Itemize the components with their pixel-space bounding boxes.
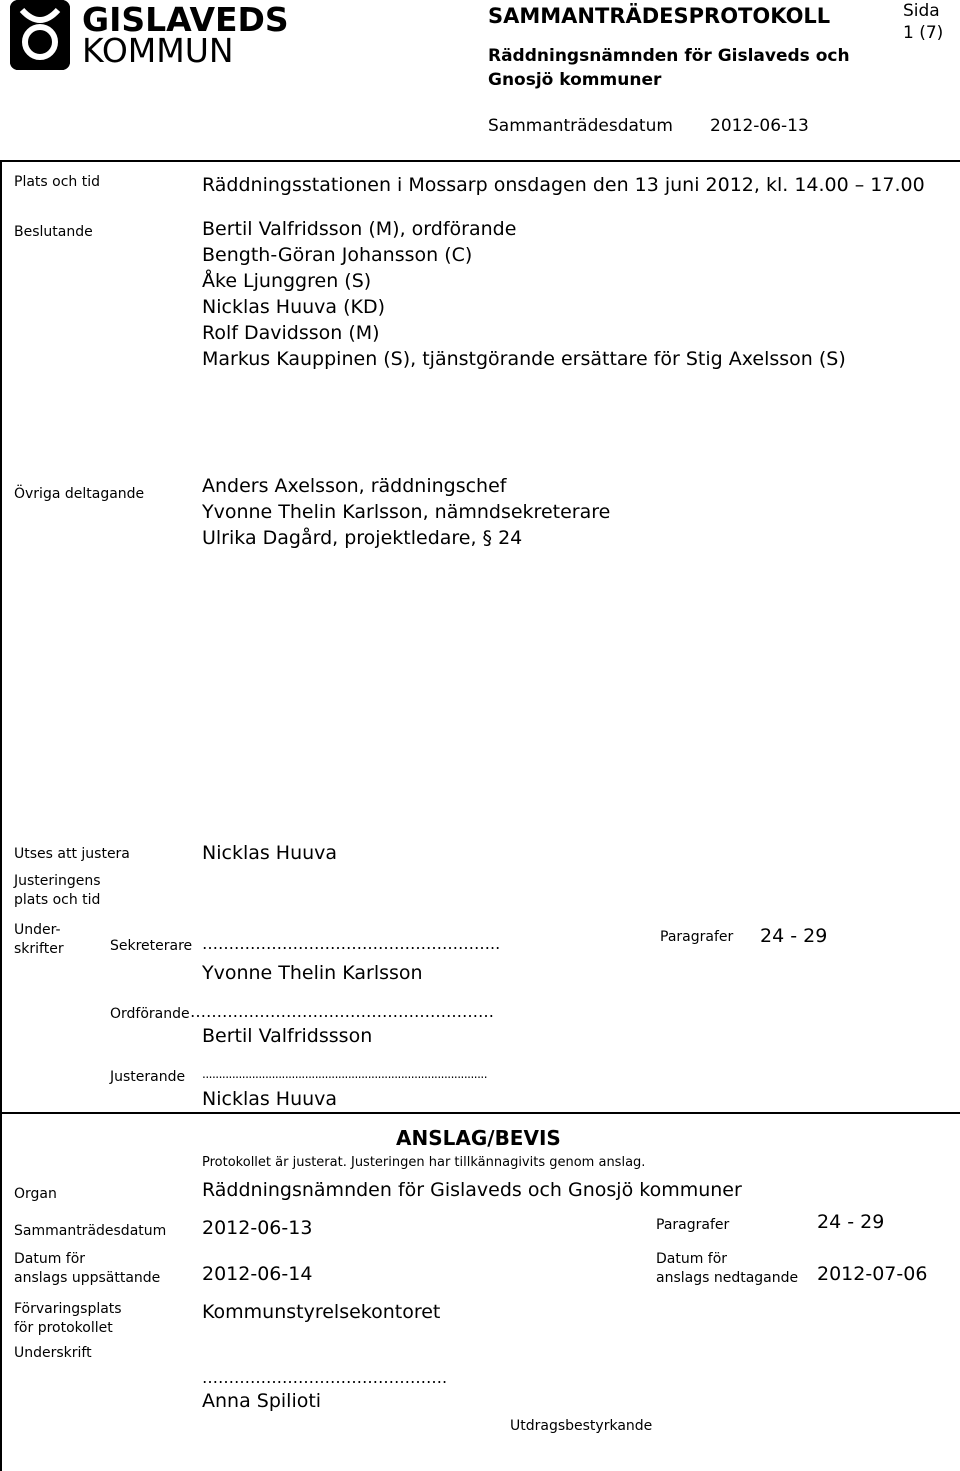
removed-label-2: anslags nedtagande <box>656 1270 799 1286</box>
notice-date-label: Sammanträdesdatum <box>14 1223 167 1239</box>
adjuster-signature-line: ...................................................................................... <box>202 1067 488 1081</box>
secretary-name: Yvonne Thelin Karlsson <box>202 962 423 984</box>
signatures-label-2: skrifter <box>14 941 64 957</box>
logo-text-bottom: KOMMUN <box>82 31 234 70</box>
storage-label-1: Förvaringsplats <box>14 1301 122 1317</box>
list-item: Ulrika Dagård, projektledare, § 24 <box>202 527 523 549</box>
others-list <box>202 473 610 551</box>
list-item: Bertil Valfridsson (M), ordförande <box>202 218 517 240</box>
notice-statement: Protokollet är justerat. Justeringen har tillkännagivits genom anslag. <box>202 1155 646 1170</box>
notice-divider <box>0 1112 960 1114</box>
organ-label: Organ <box>14 1186 57 1202</box>
chair-signature-line: ………………………………………………… <box>190 1002 494 1021</box>
list-item: Markus Kauppinen (S), tjänstgörande ersättare för Stig Axelsson (S) <box>202 348 846 370</box>
notice-date-value: 2012-06-13 <box>202 1217 313 1239</box>
organisation-line-2: Gnosjö kommuner <box>488 70 662 90</box>
page-label: Sida <box>903 1 940 21</box>
removed-label-1: Datum för <box>656 1251 728 1267</box>
list-item: Nicklas Huuva (KD) <box>202 296 386 318</box>
adjuster-value: Nicklas Huuva <box>202 842 338 864</box>
frame-left-line <box>0 160 2 1471</box>
signature-name: Anna Spilioti <box>202 1390 322 1412</box>
secretary-label: Sekreterare <box>110 938 193 954</box>
notice-signature-line: ………………………………………. <box>202 1368 448 1387</box>
place-label: Plats och tid <box>14 174 100 190</box>
paragraphs-label: Paragrafer <box>660 929 734 945</box>
notice-paragraphs-label: Paragrafer <box>656 1217 730 1233</box>
organisation-line-1: Räddningsnämnden för Gislaveds och <box>488 46 850 66</box>
adjust-place-label-2: plats och tid <box>14 892 101 908</box>
document-title: SAMMANTRÄDESPROTOKOLL <box>488 4 831 28</box>
municipality-emblem-icon <box>10 0 70 70</box>
chair-name: Bertil Valfridssson <box>202 1025 373 1047</box>
list-item: Rolf Davidsson (M) <box>202 322 380 344</box>
list-item: Åke Ljunggren (S) <box>202 270 372 292</box>
certified-label: Utdragsbestyrkande <box>510 1418 653 1434</box>
adjust-place-label-1: Justeringens <box>14 873 101 889</box>
place-value: Räddningsstationen i Mossarp onsdagen den 13 juni 2012, kl. 14.00 – 17.00 <box>202 174 925 196</box>
notice-heading: ANSLAG/BEVIS <box>396 1126 561 1150</box>
others-label: Övriga deltagande <box>14 486 145 502</box>
adjuster-name: Nicklas Huuva <box>202 1088 338 1110</box>
list-item: Yvonne Thelin Karlsson, nämndsekreterare <box>202 501 611 523</box>
deciding-label: Beslutande <box>14 224 93 240</box>
chair-label: Ordförande <box>110 1006 190 1022</box>
frame-top-line <box>0 160 960 162</box>
paragraphs-value: 24 - 29 <box>760 925 828 947</box>
posted-label-1: Datum för <box>14 1251 86 1267</box>
deciding-list <box>202 216 846 372</box>
list-item: Bength-Göran Johansson (C) <box>202 244 473 266</box>
signatures-label-1: Under- <box>14 922 61 938</box>
adjuster-label: Utses att justera <box>14 846 130 862</box>
list-item: Anders Axelsson, räddningschef <box>202 475 507 497</box>
removed-value: 2012-07-06 <box>817 1263 928 1285</box>
storage-label-2: för protokollet <box>14 1320 113 1336</box>
notice-paragraphs-value: 24 - 29 <box>817 1211 885 1233</box>
municipality-logo <box>10 0 289 72</box>
storage-value: Kommunstyrelsekontoret <box>202 1301 441 1323</box>
header-date-label: Sammanträdesdatum <box>488 116 673 136</box>
posted-label-2: anslags uppsättande <box>14 1270 161 1286</box>
posted-value: 2012-06-14 <box>202 1263 313 1285</box>
signature-label: Underskrift <box>14 1345 92 1361</box>
secretary-signature-line: ……………………………………………….. <box>202 934 501 953</box>
organ-value: Räddningsnämnden för Gislaveds och Gnosjö kommuner <box>202 1179 742 1201</box>
header-date-value: 2012-06-13 <box>710 116 809 136</box>
logo-text-top: GISLAVEDS <box>82 0 289 39</box>
adjuster-sign-label: Justerande <box>110 1069 186 1085</box>
page-number: 1 (7) <box>903 23 944 43</box>
